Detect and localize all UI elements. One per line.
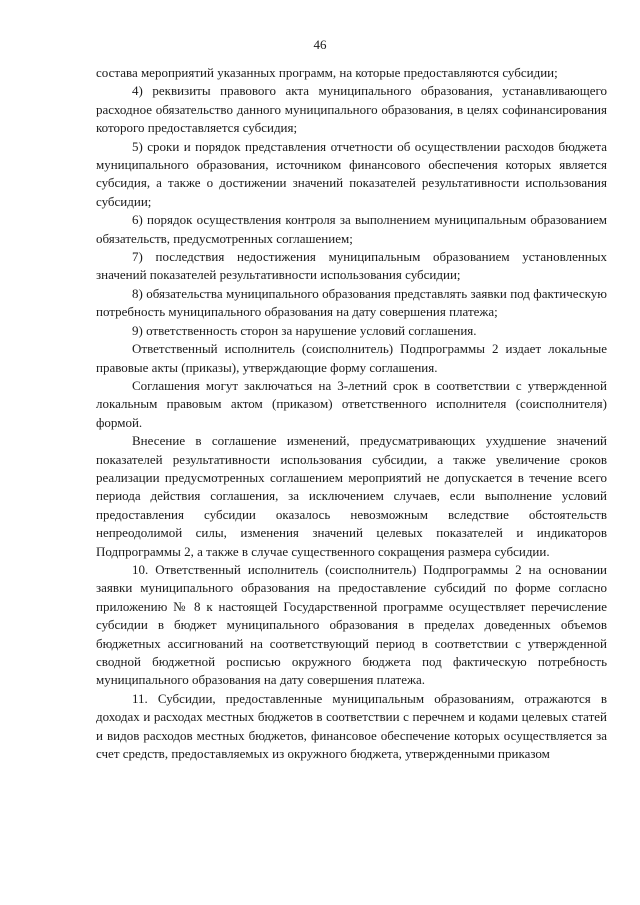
paragraph-item-9: 9) ответственность сторон за нарушение условий соглашения. (132, 322, 477, 338)
paragraph-item-6: 6) порядок осуществления контроля за выполнением муниципальным образованием обязательств, предусмотренных соглашением; (96, 212, 607, 246)
paragraph-item-8: 8) обязательства муниципального образования представлять заявки под фактическую потребность муниципального образования на дату совершения платежа; (96, 285, 607, 320)
paragraph-amendments: Внесение в соглашение изменений, предусматривающих ухудшение значений показателей результативности использования субсидии, а также увеличение сроков реализации предусмотренных соглашением мероприятий не допускается в течение всего периода действия соглашения, за исключением случаев, если выполнение условий предоставления субсидии оказалось невозможным вследствие обстоятельств непреодолимой силы, изменения значений целевых показателей и индикаторов Подпрограммы 2, а также в случае существенного сокращения размера субсидии. (96, 433, 607, 559)
paragraph-responsible-executor: Ответственный исполнитель (соисполнитель) Подпрограммы 2 издает локальные правовые акты (приказы), утверждающие форму соглашения. (96, 341, 607, 375)
page-number: 46 (313, 37, 327, 52)
paragraph-section-10: 10. Ответственный исполнитель (соисполнитель) Подпрограммы 2 на основании заявки муниципального образования на предоставление субсидий по форме согласно приложению № 8 к настоящей Государственной программе осуществляет перечисление субсидии в бюджет муниципального образования в пределах доведенных объемов бюджетных ассигнований на соответствующий период в соответствии с утвержденной сводной бюджетной росписью окружного бюджета под фактическую потребность муниципального образования на дату совершения платежа. (96, 561, 607, 688)
document-body (96, 64, 607, 763)
paragraph-item-7: 7) последствия недостижения муниципальным образованием установленных значений показателей результативности использования субсидии; (96, 249, 607, 283)
paragraph-item-4: 4) реквизиты правового акта муниципального образования, устанавливающего расходное обязательство данного муниципального образования, в целях софинансирования которого предоставляется субсидия; (96, 83, 607, 136)
paragraph-item-5: 5) сроки и порядок представления отчетности об осуществлении расходов бюджета муниципального образования, источником финансового обеспечения которых является субсидия, а также о достижении значений показателей результативности использования субсидии; (96, 138, 607, 209)
paragraph-continuation: состава мероприятий указанных программ, на которые предоставляются субсидии; (96, 65, 558, 80)
paragraph-agreements-term: Соглашения могут заключаться на 3-летний срок в соответствии с утвержденной локальным правовым актом (приказом) ответственного исполнителя (соисполнителя) формой. (96, 377, 607, 430)
paragraph-section-11: 11. Субсидии, предоставленные муниципальным образованиям, отражаются в доходах и расходах местных бюджетов в соответствии с перечнем и кодами целевых статей и видов расходов местных бюджетов, финансовое обеспечение которых осуществляется за счет средств, предоставляемых из окружного бюджета, утвержденными приказом (96, 690, 607, 762)
